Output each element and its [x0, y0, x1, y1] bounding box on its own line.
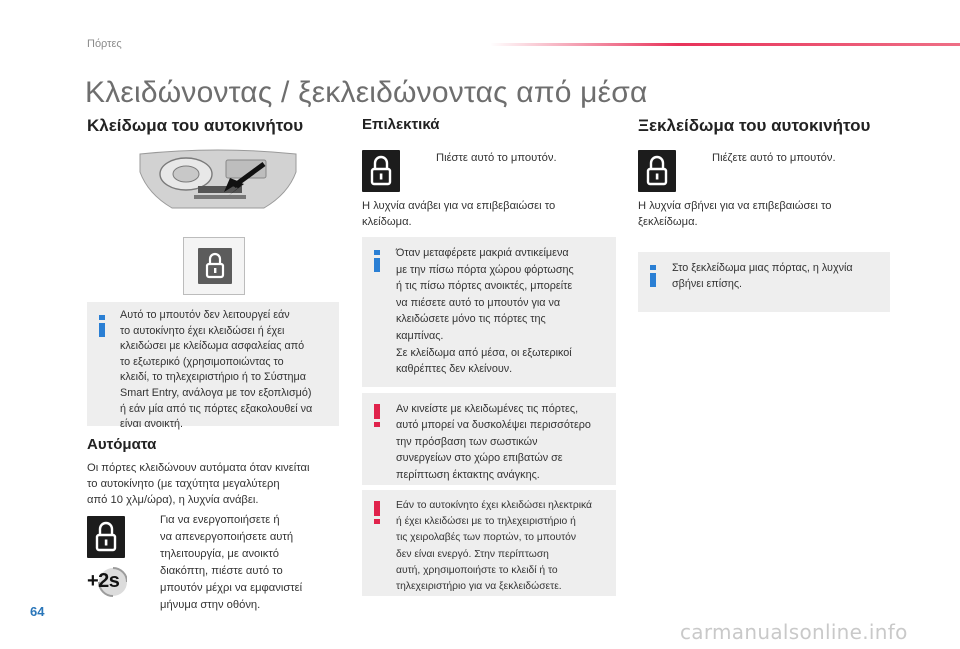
- lock-button-panel: [183, 237, 245, 295]
- auto-heading: Αυτόματα: [87, 436, 157, 453]
- lock-icon: [87, 516, 125, 558]
- auto-bullet-text: Για να ενεργοποιήσετε ή να απενεργοποιήσετε αυτή τηλειτουργία, με ανοικτό διακόπτη, πιέστε αυτό το μπουτόν μέχρι να εμφανιστεί μήνυμα στην οθόνη.: [160, 514, 303, 611]
- info-text-unlock: Στο ξεκλείδωμα μιας πόρτας, η λυχνία σβήνει επίσης.: [672, 262, 853, 290]
- auto-lock-button: [87, 516, 125, 558]
- selective-heading: Επιλεκτικά: [362, 116, 440, 133]
- section-label: Πόρτες: [87, 38, 122, 50]
- header-accent-line: [490, 43, 960, 46]
- hold-2s-label: +2s: [87, 570, 120, 592]
- unlock-heading: Ξεκλείδωμα του αυτοκινήτου: [638, 116, 871, 135]
- watermark: carmanualsonline.info: [680, 620, 908, 644]
- hold-2s-icon: [87, 566, 127, 600]
- info-text-lock: Αυτό το μπουτόν δεν λειτουργεί εάν το αυτοκίνητο έχει κλειδώσει ή έχει κλειδώσει με κλείδωμα ασφαλείας από το εξωτερικό (χρησιμοποιώντας το κλειδί, το τηλεχειριστήριο ή το Σύστημα Smart Entry, ανάλογα με τον εξοπλισμό) ή εάν μία από τις πόρτες εξακολουθεί να είναι ανοικτή.: [120, 309, 313, 431]
- warning-icon: [374, 404, 380, 426]
- info-box-selective: [362, 237, 616, 387]
- info-text-selective: Όταν μεταφέρετε μακριά αντικείμενα με την πίσω πόρτα χώρου φόρτωσης ή τις πίσω πόρτες ανοικτές, μπορείτε να πιέσετε αυτό το μπουτόν για να κλειδώσετε μόνο τις πόρτες της καμπίνας. Σε κλείδωμα από μέσα, οι εξωτερικοί καθρέπτες δεν κλείνουν.: [396, 247, 574, 376]
- lock-button: [198, 248, 232, 284]
- info-box-lock: [87, 302, 339, 431]
- info-icon: [99, 315, 105, 337]
- warning-text-inactive-button: Εάν το αυτοκίνητο έχει κλειδώσει ηλεκτρικά ή έχει κλειδώσει με το τηλεχειριστήριο ή τις χειρολαβές των πορτών, το μπουτόν δεν είναι ενεργό. Στην περίπτωση αυτή, χρησιμοποιήστε το κλειδί ή το τηλεχειριστήριο για να ξεκλειδώσετε.: [396, 500, 592, 593]
- page-title: Κλειδώνοντας / ξεκλειδώνοντας από μέσα: [85, 76, 648, 109]
- warning-text-locked-driving: Αν κινείστε με κλειδωμένες τις πόρτες, αυτό μπορεί να δυσκολέψει περισσότερο την πρόσβαση των σωστικών συνεργείων στο χώρο επιβατών σε περίπτωση έκτακτης ανάγκης.: [396, 403, 591, 481]
- warning-box-inactive-button: [362, 490, 616, 596]
- info-box-unlock: [638, 252, 890, 312]
- unlock-bullet: Πιέζετε αυτό το μπουτόν.: [712, 152, 836, 164]
- auto-paragraph: Οι πόρτες κλειδώνουν αυτόματα όταν κινείται το αυτοκίνητο (με ταχύτητα μεγαλύτερη από 10 χλμ/ώρα), η λυχνία ανάβει.: [87, 462, 310, 506]
- selective-bullet: Πιέστε αυτό το μπουτόν.: [436, 152, 557, 164]
- info-icon: [374, 250, 380, 272]
- lock-icon: [362, 150, 400, 192]
- selective-paragraph: Η λυχνία ανάβει για να επιβεβαιώσει το κλείδωμα.: [362, 200, 556, 228]
- warning-box-locked-driving: [362, 393, 616, 485]
- unlock-button: [638, 150, 676, 192]
- dashboard-illustration: [138, 148, 298, 220]
- page-number: 64: [30, 604, 45, 619]
- lock-icon: [638, 150, 676, 192]
- info-icon: [650, 265, 656, 287]
- unlock-paragraph: Η λυχνία σβήνει για να επιβεβαιώσει το ξεκλείδωμα.: [638, 200, 832, 228]
- lock-heading: Κλείδωμα του αυτοκινήτου: [87, 116, 304, 135]
- warning-icon: [374, 501, 380, 523]
- lock-icon: [198, 248, 232, 284]
- selective-lock-button: [362, 150, 400, 192]
